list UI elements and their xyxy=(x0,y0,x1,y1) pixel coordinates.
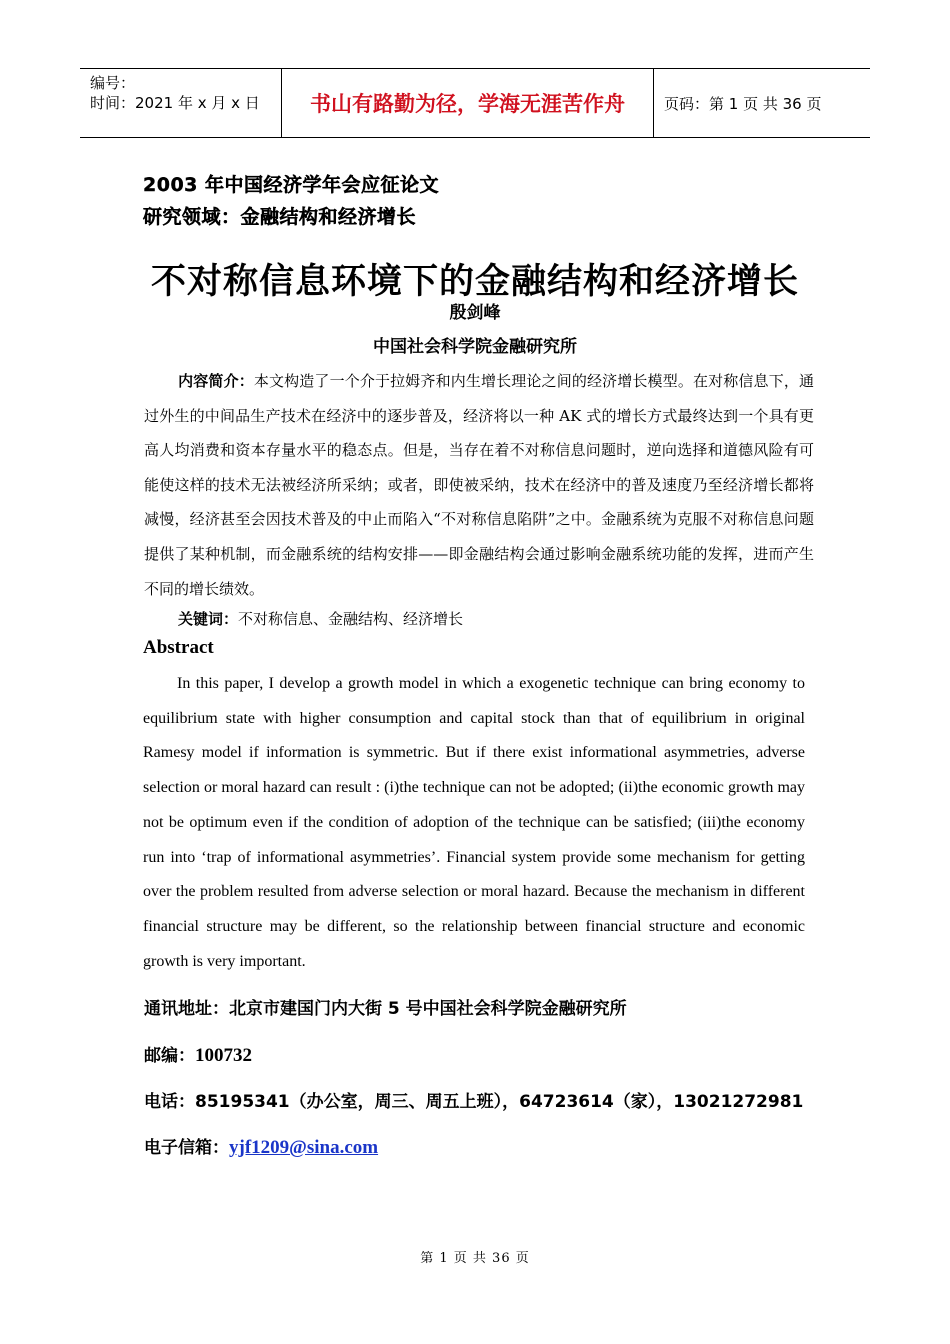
header-motto: 书山有路勤为径，学海无涯苦作舟 xyxy=(282,69,654,137)
postcode-label: 邮编： xyxy=(144,1046,195,1066)
address-value: 北京市建国门内大街 5 号中国社会科学院金融研究所 xyxy=(229,999,627,1019)
chinese-summary xyxy=(144,364,814,606)
contact-phone xyxy=(144,1087,803,1112)
institution: 中国社会科学院金融研究所 xyxy=(373,337,577,357)
document-header xyxy=(80,68,870,138)
postcode-value: 100732 xyxy=(195,1045,252,1066)
header-time: 时间：2021 年 x 月 x 日 xyxy=(90,94,260,112)
abstract-text: In this paper, I develop a growth model in which a exogenetic technique can bring economy to equilibrium state with higher consumption and capital stock than that of equilibrium in original Ramesy model if information is symmetric. But if there exist informational asymmetries, adverse selection or moral hazard can result : (i)the technique can not be adopted; (ii)the economic growth may not be optimum even if the condition of adoption of the technique can be satisfied; (iii)the economy run into ‘trap of informational asymmetries’. Financial system provide some mechanism for getting over the problem resulted from adverse selection or moral hazard. Because the mechanism in different financial structure may be different, so the relationship between financial structure and economic growth is very important. xyxy=(143,675,805,970)
phone-label: 电话： xyxy=(144,1092,195,1112)
abstract-body xyxy=(143,667,805,979)
page-footer: 第 1 页 共 36 页 xyxy=(420,1251,530,1266)
contact-postcode xyxy=(144,1041,252,1067)
header-number: 编号： xyxy=(90,74,136,92)
paper-title: 不对称信息环境下的金融结构和经济增长 xyxy=(150,262,799,302)
header-meta-cell xyxy=(80,69,282,137)
research-field-line: 研究领域：金融结构和经济增长 xyxy=(143,206,417,228)
keywords-text: 不对称信息、金融结构、经济增长 xyxy=(238,610,464,628)
keywords xyxy=(178,604,463,634)
phone-value: 85195341（办公室，周三、周五上班），64723614（家），13021272981 xyxy=(195,1092,804,1112)
abstract-heading: Abstract xyxy=(143,637,214,658)
summary-text: 本文构造了一个介于拉姆齐和内生增长理论之间的经济增长模型。在对称信息下，通过外生的中间品生产技术在经济中的逐步普及，经济将以一种 AK 式的增长方式最终达到一个具有更高人均消费和资本存量水平的稳态点。但是，当存在着不对称信息问题时，逆向选择和道德风险有可能使这样的技术无法被经济所采纳；或者，即使被采纳，技术在经济中的普及速度乃至经济增长都将减慢，经济甚至会因技术普及的中止而陷入“不对称信息陷阱”之中。金融系统为克服不对称信息问题提供了某种机制，而金融系统的结构安排——即金融结构会通过影响金融系统功能的发挥，进而产生不同的增长绩效。 xyxy=(144,372,814,598)
email-link[interactable]: yjf1209@sina.com xyxy=(229,1137,379,1158)
author-name: 殷剑峰 xyxy=(449,303,501,323)
contact-email xyxy=(144,1133,378,1159)
contact-address xyxy=(144,994,627,1019)
keywords-label: 关键词： xyxy=(178,610,239,628)
email-label: 电子信箱： xyxy=(144,1138,229,1158)
address-label: 通讯地址： xyxy=(144,999,229,1019)
summary-label: 内容简介： xyxy=(178,372,254,390)
header-page-info: 页码：第 1 页 共 36 页 xyxy=(664,94,822,113)
conference-line: 2003 年中国经济学年会应征论文 xyxy=(143,174,439,196)
